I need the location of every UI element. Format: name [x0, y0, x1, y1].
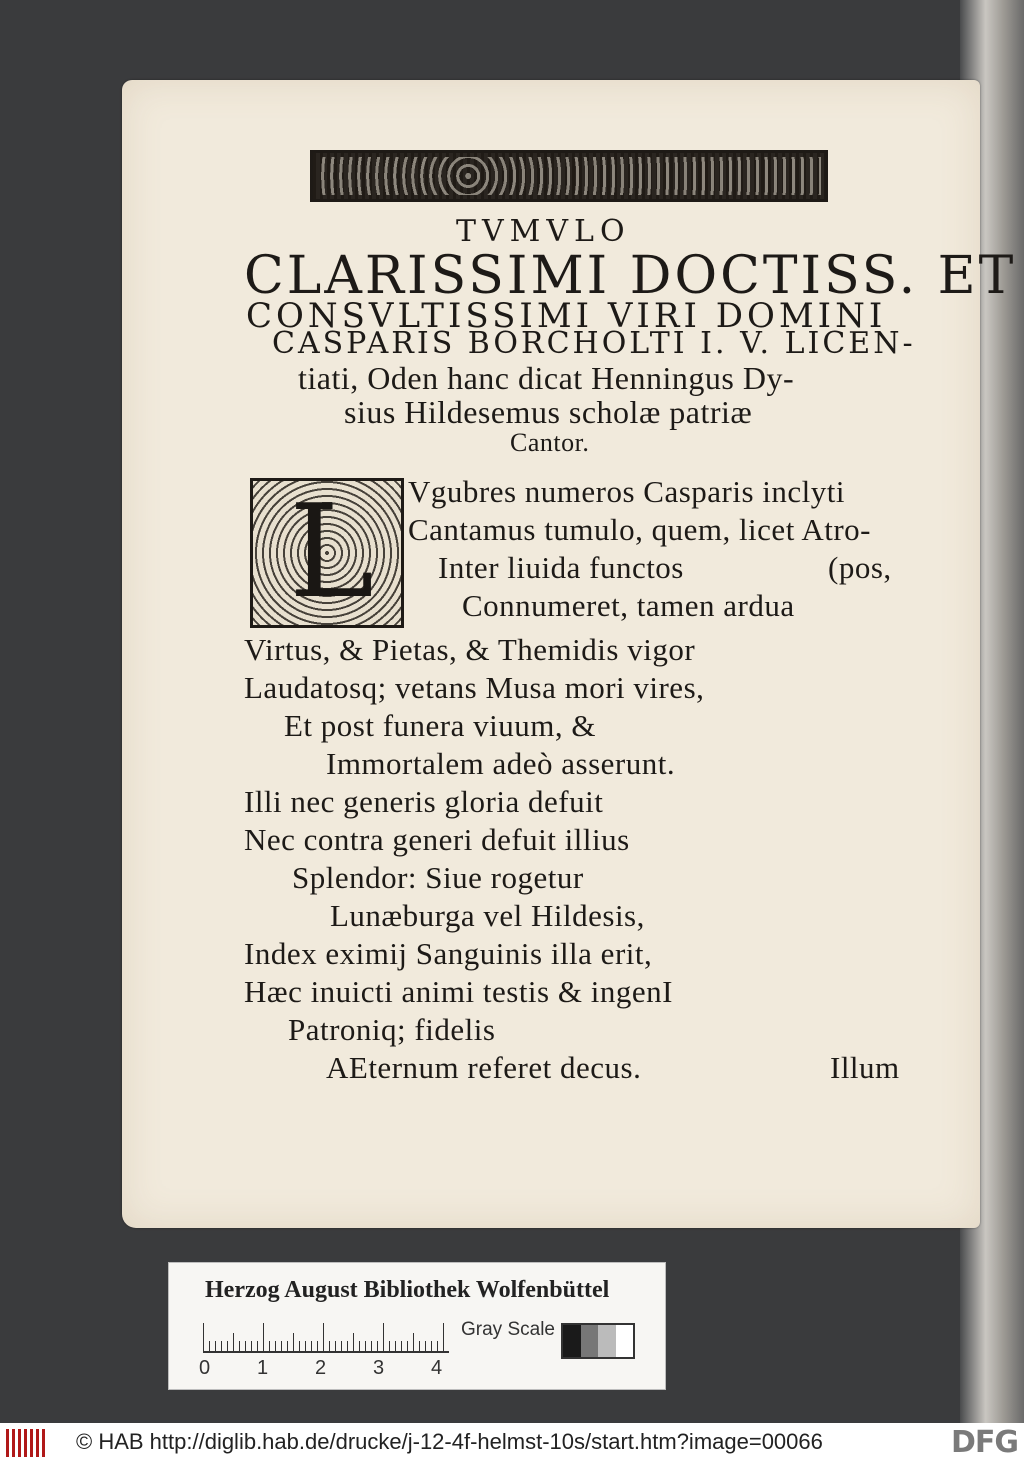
- heading-line-7: Cantor.: [510, 428, 590, 457]
- gray-scale-card: [168, 1262, 666, 1390]
- ruler-tick: [437, 1341, 438, 1353]
- ruler-tick: [293, 1333, 294, 1353]
- verse-line: Hæc inuicti animi testis & ingenI: [244, 974, 673, 1009]
- verse-line: Patroniq; fidelis: [288, 1012, 496, 1047]
- catchword: Illum: [830, 1050, 900, 1085]
- ruler-tick: [371, 1341, 372, 1353]
- ruler-tick: [215, 1341, 216, 1353]
- ruler-tick: [251, 1341, 252, 1353]
- verse-line: Lunæburga vel Hildesis,: [330, 898, 645, 933]
- ruler-tick: [257, 1341, 258, 1353]
- ruler: [203, 1321, 449, 1353]
- ruler-tick: [383, 1323, 384, 1353]
- heading-line-4: CASPARIS BORCHOLTI I. V. LICEN-: [272, 326, 916, 361]
- ruler-number: 1: [257, 1357, 269, 1379]
- ruler-tick: [311, 1341, 312, 1353]
- ornamental-headpiece: [310, 150, 828, 202]
- verse-line: Et post funera viuum, &: [284, 708, 596, 743]
- footer-bar: [0, 1423, 1024, 1463]
- decorated-initial: [250, 478, 404, 628]
- heading-line-6: sius Hildesemus scholæ patriæ: [344, 394, 753, 430]
- swatch-white: [616, 1325, 634, 1357]
- ruler-tick: [203, 1323, 204, 1353]
- ruler-tick: [395, 1341, 396, 1353]
- ruler-tick: [275, 1341, 276, 1353]
- ruler-tick: [227, 1341, 228, 1353]
- ruler-number: 0: [199, 1357, 211, 1379]
- ruler-tick: [329, 1341, 330, 1353]
- ruler-tick: [413, 1333, 414, 1353]
- heading-line-2: CLARISSIMI DOCTISS. ET: [244, 246, 1017, 306]
- ruler-tick: [269, 1341, 270, 1353]
- ruler-tick: [443, 1323, 444, 1353]
- verse-line: Vgubres numeros Casparis inclyti: [408, 474, 846, 509]
- ruler-tick: [287, 1341, 288, 1353]
- ruler-tick: [335, 1341, 336, 1353]
- verse-line: Inter liuida functos: [438, 550, 684, 585]
- verse-line: Splendor: Siue rogetur: [292, 860, 584, 895]
- ruler-tick: [209, 1341, 210, 1353]
- ruler-tick: [359, 1341, 360, 1353]
- ruler-tick: [401, 1341, 402, 1353]
- swatch-dark-gray: [581, 1325, 599, 1357]
- verse-line: Virtus, & Pietas, & Themidis vigor: [244, 632, 696, 667]
- heading-line-3: CONSVLTISSIMI VIRI DOMINI: [246, 296, 887, 336]
- ruler-tick: [245, 1341, 246, 1353]
- ruler-tick: [299, 1341, 300, 1353]
- ruler-number: 2: [315, 1357, 327, 1379]
- initial-letter: L: [289, 478, 374, 627]
- ruler-tick: [347, 1341, 348, 1353]
- ruler-number: 3: [373, 1357, 385, 1379]
- verse-line: AEternum referet decus.: [326, 1050, 642, 1085]
- ruler-tick: [425, 1341, 426, 1353]
- heading-line-5: tiati, Oden hanc dicat Henningus Dy-: [298, 360, 795, 396]
- ruler-tick: [341, 1341, 342, 1353]
- ruler-tick: [353, 1333, 354, 1353]
- footer-url[interactable]: © HAB http://diglib.hab.de/drucke/j-12-4f-helmst-10s/start.htm?image=00066: [76, 1429, 823, 1454]
- ruler-tick: [317, 1341, 318, 1353]
- verse-line: Index eximij Sanguinis illa erit,: [244, 936, 653, 971]
- verse-line: Cantamus tumulo, quem, licet Atro-: [408, 512, 871, 547]
- verse-line: Connumeret, tamen ardua: [462, 588, 795, 623]
- ruler-tick: [281, 1341, 282, 1353]
- swatch-black: [563, 1325, 581, 1357]
- verse-line: Nec contra generi defuit illius: [244, 822, 630, 857]
- verse-line: Illi nec generis gloria defuit: [244, 784, 604, 819]
- verse-line: Immortalem adeò asserunt.: [326, 746, 676, 781]
- ruler-tick: [377, 1341, 378, 1353]
- gray-scale-label: Gray Scale: [461, 1319, 555, 1340]
- library-name: Herzog August Bibliothek Wolfenbüttel: [205, 1277, 610, 1303]
- hab-logo-icon: [6, 1429, 48, 1457]
- ruler-tick: [221, 1341, 222, 1353]
- ruler-tick: [365, 1341, 366, 1353]
- heading-line-1: TVMVLO: [456, 214, 631, 249]
- swatch-light-gray: [598, 1325, 616, 1357]
- verse-line-overflow: (pos,: [828, 550, 892, 585]
- ruler-number: 4: [431, 1357, 443, 1379]
- ruler-tick: [431, 1341, 432, 1353]
- gray-swatches: [561, 1323, 635, 1359]
- ruler-tick: [419, 1341, 420, 1353]
- ruler-tick: [233, 1333, 234, 1353]
- ruler-tick: [323, 1323, 324, 1353]
- ruler-tick: [263, 1323, 264, 1353]
- ruler-tick: [389, 1341, 390, 1353]
- ruler-tick: [407, 1341, 408, 1353]
- ruler-tick: [305, 1341, 306, 1353]
- dfg-logo: DFG: [950, 1425, 1018, 1460]
- verse-line: Laudatosq; vetans Musa mori vires,: [244, 670, 705, 705]
- ruler-tick: [239, 1341, 240, 1353]
